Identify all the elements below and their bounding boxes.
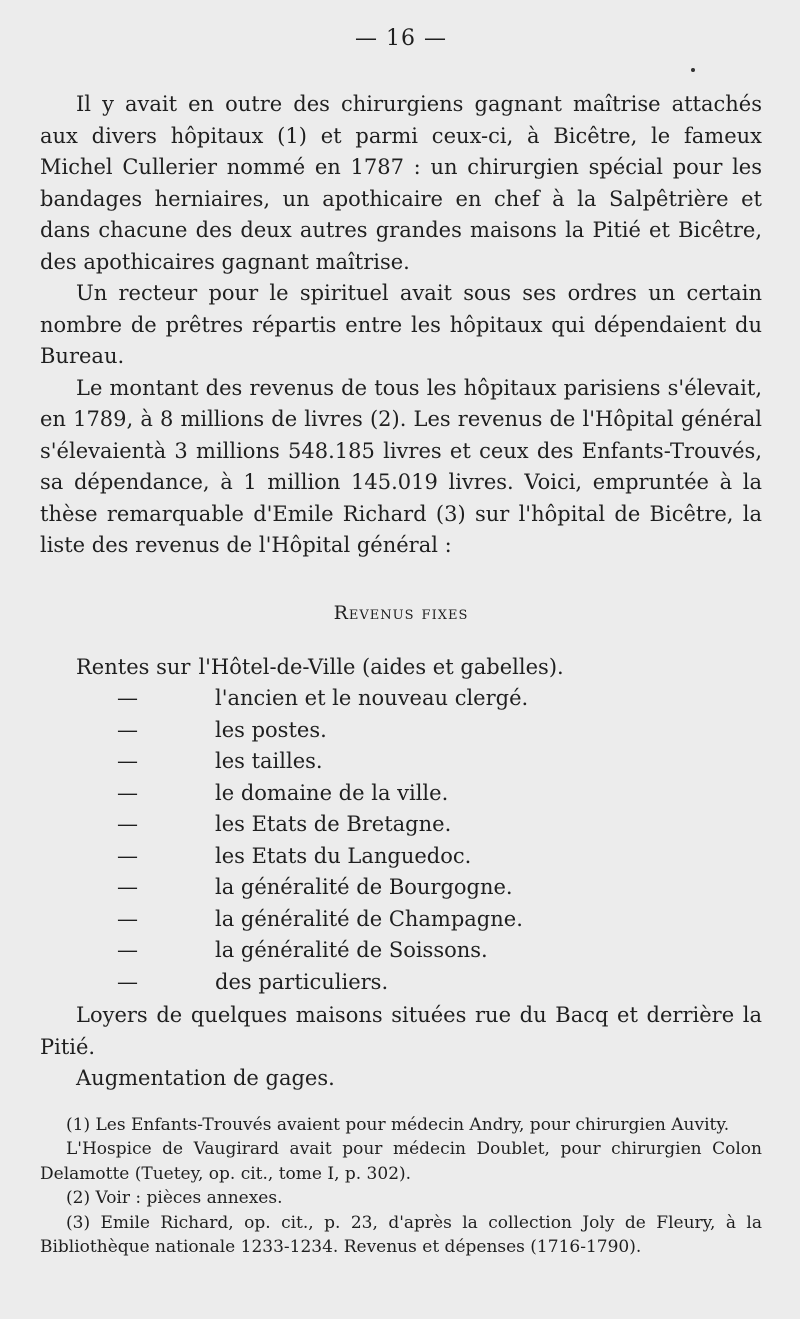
footnote-1: (1) Les Enfants-Trouvés avaient pour médecin Andry, pour chirurgien Auvity. <box>66 1114 730 1135</box>
footnotes <box>40 1113 762 1260</box>
footnote-3: (3) Emile Richard, op. cit., p. 23, d'après la collection Joly de Fleury, à la Bibliothèque nationale 1233-1234. Revenus et dépenses (1716-1790). <box>40 1212 762 1257</box>
list-item-dash: — <box>117 875 138 899</box>
list-item-text: la généralité de Champagne. <box>215 906 523 931</box>
list-item-text: les Etats du Languedoc. <box>215 843 472 868</box>
list-item <box>40 872 762 904</box>
list-item-text: la généralité de Soissons. <box>215 938 488 962</box>
list-item-dash: — <box>117 717 138 742</box>
list-item-dash: — <box>117 969 138 994</box>
list-item-text: les tailles. <box>215 749 323 773</box>
list-item <box>40 652 762 684</box>
paragraph-surgeons: Il y avait en outre des chirurgiens gagnant maîtrise attachés aux divers hôpitaux (1) et parmi ceux-ci, à Bicêtre, le fameux Michel Cullerier nommé en 1787 : un chirurgien spécial pour les bandages herniaires, un apothicaire en chef à la Salpêtrière et dans chacune des deux autres grandes maisons la Pitié et Bicêtre, des apothicaires gagnant maîtrise. <box>40 92 762 274</box>
list-item <box>40 778 762 810</box>
list-item-dash: — <box>117 906 138 931</box>
list-item-dash: — <box>117 686 138 710</box>
list-item-text: des particuliers. <box>215 969 389 994</box>
section-title: Revenus fixes <box>333 601 469 624</box>
page-number: — 16 — <box>355 26 447 51</box>
footnote-2: (2) Voir : pièces annexes. <box>66 1188 283 1208</box>
list-item-text: le domaine de la ville. <box>215 780 449 805</box>
list-item <box>40 841 762 873</box>
list-item-text: l'Hôtel-de-Ville (aides et gabelles). <box>198 654 564 679</box>
revenue-list <box>40 652 762 999</box>
list-item <box>40 809 762 841</box>
list-item-lead: Rentes sur <box>76 654 191 679</box>
list-item <box>40 904 762 936</box>
list-item <box>40 683 762 715</box>
list-item <box>40 967 762 999</box>
list-item-dash: — <box>117 812 138 836</box>
body-text <box>40 89 762 562</box>
list-item-text: l'ancien et le nouveau clergé. <box>215 686 529 710</box>
list-item-text: les Etats de Bretagne. <box>215 812 452 836</box>
list-item-dash: — <box>117 749 138 773</box>
list-item <box>40 746 762 778</box>
paragraph-wages: Augmentation de gages. <box>76 1066 335 1090</box>
list-item <box>40 715 762 747</box>
list-item-text: la généralité de Bourgogne. <box>215 875 513 899</box>
list-item-dash: — <box>117 780 138 805</box>
list-item <box>40 935 762 967</box>
paragraph-rector: Un recteur pour le spirituel avait sous ses ordres un certain nombre de prêtres répartis entre les hôpitaux qui dépendaient du Bureau. <box>40 281 762 368</box>
list-item-text: les postes. <box>215 717 327 742</box>
footnote-1-continued: L'Hospice de Vaugirard avait pour médecin Doublet, pour chirurgien Colon Delamotte (Tuetey, op. cit., tome I, p. 302). <box>40 1139 762 1184</box>
ink-speck <box>691 68 695 72</box>
list-item-dash: — <box>117 938 138 962</box>
paragraph-rents: Loyers de quelques maisons situées rue du Bacq et derrière la Pitié. <box>40 1003 762 1059</box>
after-list-text <box>40 1000 762 1095</box>
paragraph-revenues: Le montant des revenus de tous les hôpitaux parisiens s'élevait, en 1789, à 8 millions de livres (2). Les revenus de l'Hôpital général s'élevaientà 3 millions 548.185 livres et ceux des Enfants-Trouvés, sa dépendance, à 1 million 145.019 livres. Voici, empruntée à la thèse remarquable d'Emile Richard (3) sur l'hôpital de Bicêtre, la liste des revenus de l'Hôpital général : <box>40 375 762 557</box>
list-item-dash: — <box>117 843 138 868</box>
